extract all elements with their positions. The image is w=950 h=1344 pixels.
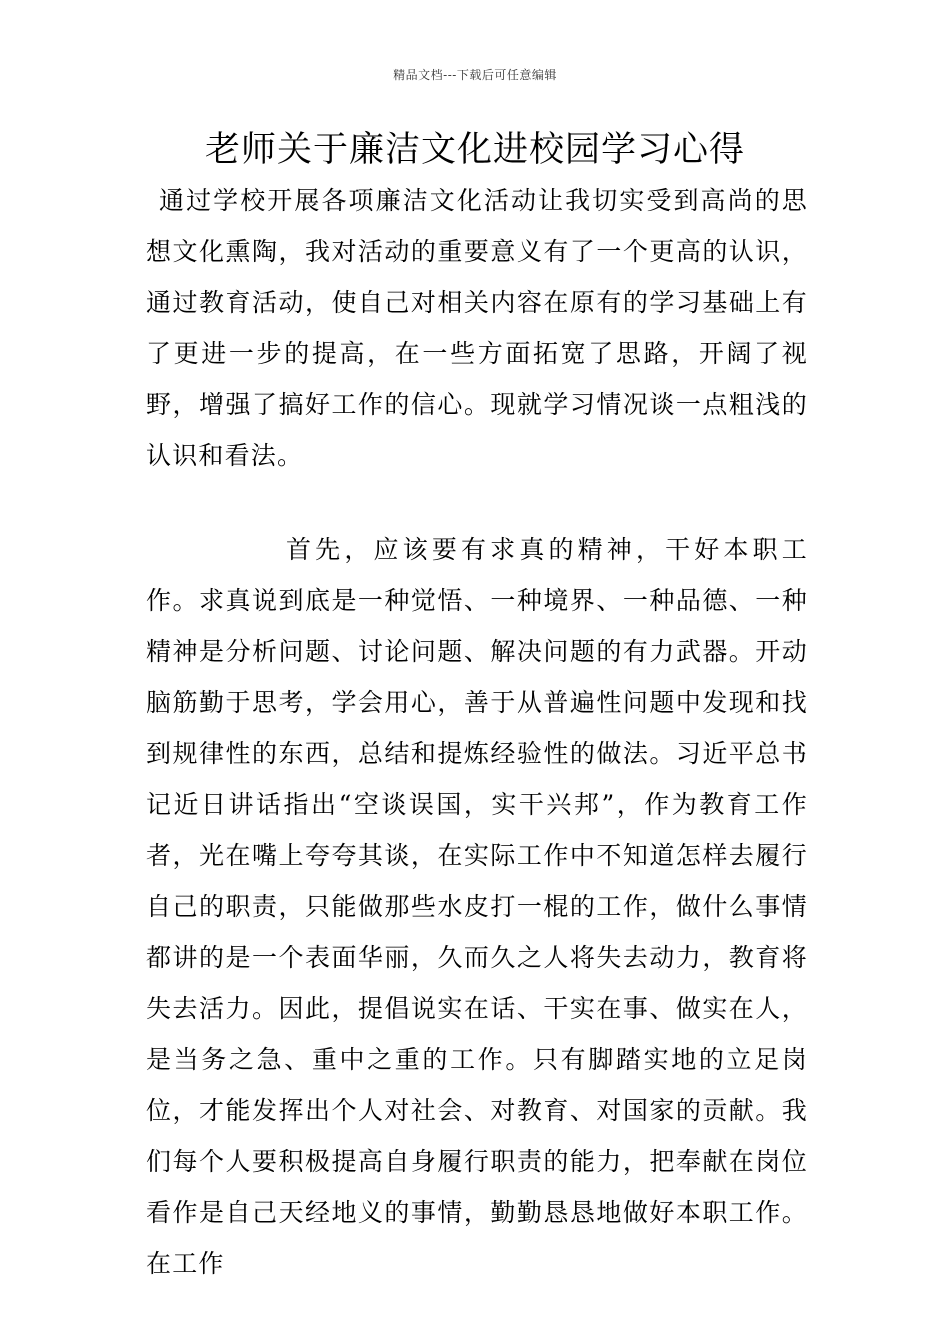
document-title: 老师关于廉洁文化进校园学习心得	[204, 130, 745, 170]
page-header-note: 精品文档---下载后可任意编辑	[393, 68, 557, 82]
paragraph-intro: 通过学校开展各项廉洁文化活动让我切实受到高尚的思想文化熏陶，我对活动的重要意义有了一个更高的认识，通过教育活动，使自己对相关内容在原有的学习基础上有了更进一步的提高，在一些方面拓宽了思路，开阔了视野，增强了搞好工作的信心。现就学习情况谈一点粗浅的认识和看法。	[146, 186, 808, 470]
paragraph-first-point: 首先，应该要有求真的精神，干好本职工作。求真说到底是一种觉悟、一种境界、一种品德、一种精神是分析问题、讨论问题、解决问题的有力武器。开动脑筋勤于思考，学会用心，善于从普遍性问题中发现和找到规律性的东西，总结和提炼经验性的做法。习近平总书记近日讲话指出“空谈误国，实干兴邦”，作为教育工作者，光在嘴上夸夸其谈，在实际工作中不知道怎样去履行自己的职责，只能做那些水皮打一棍的工作，做什么事情都讲的是一个表面华丽，久而久之人将失去动力，教育将失去活力。因此，提倡说实在话、干实在事、做实在人，是当务之急、重中之重的工作。只有脚踏实地的立足岗位，才能发挥出个人对社会、对教育、对国家的贡献。我们每个人要积极提高自身履行职责的能力，把奉献在岗位看作是自己天经地义的事情，勤勤恳恳地做好本职工作。在工作	[146, 535, 808, 1278]
